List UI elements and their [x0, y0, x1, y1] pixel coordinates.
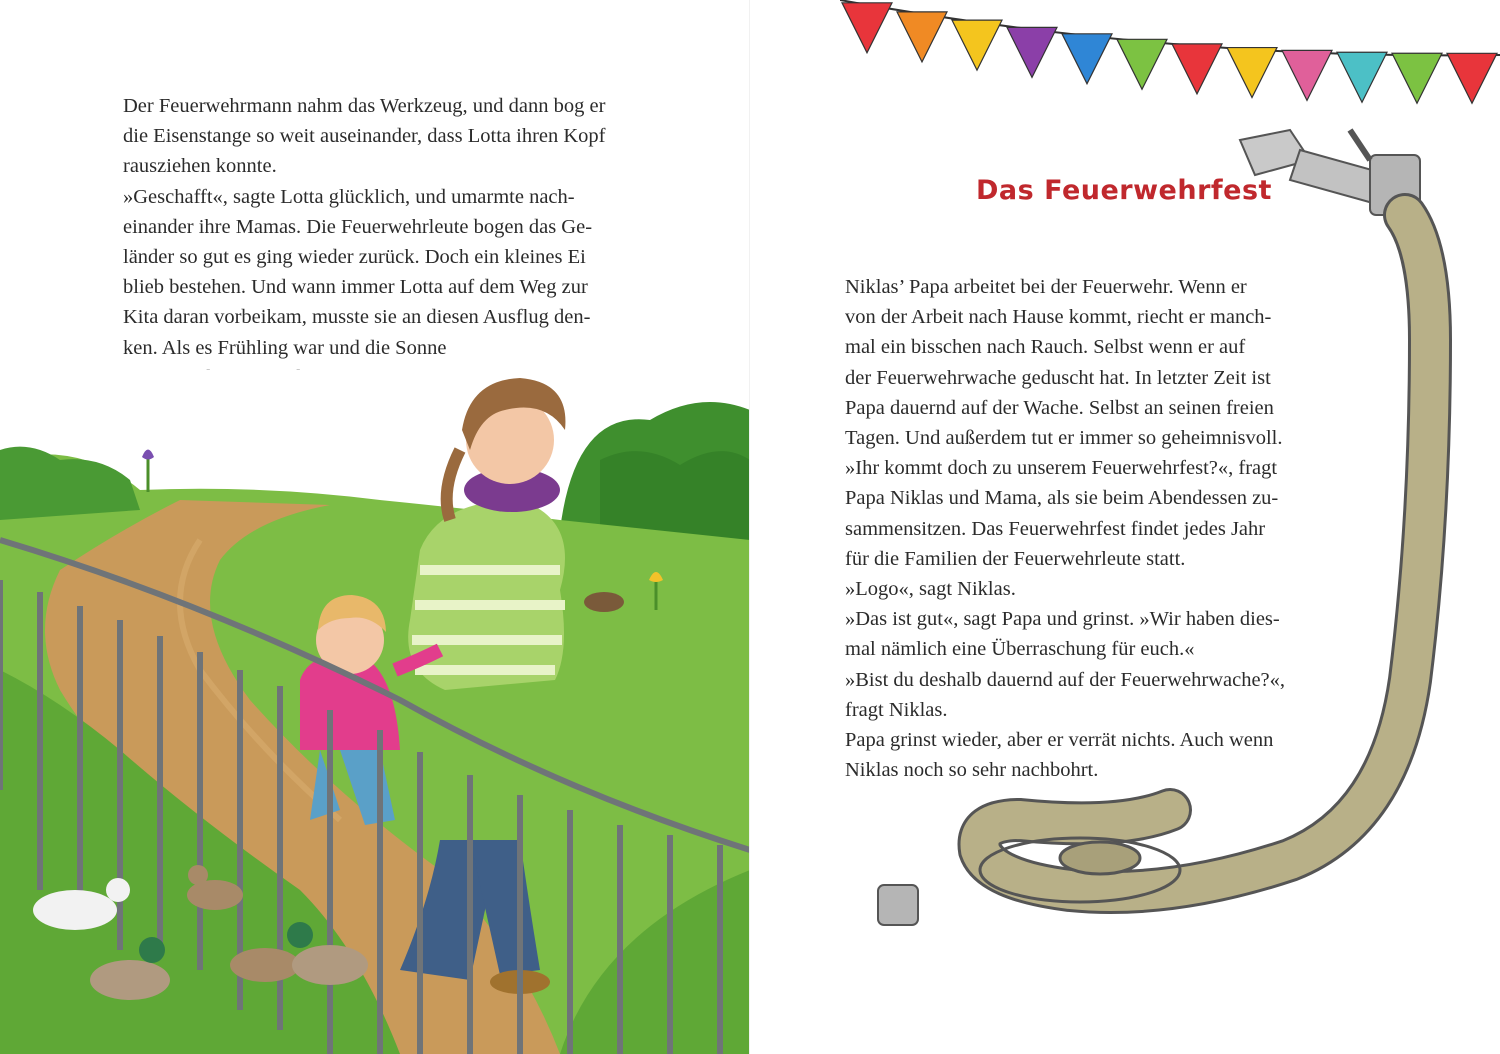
bunting-flag	[897, 12, 947, 62]
left-page-paragraph: Der Feuerwehrmann nahm das Werkzeug, und dann bog er die Eisenstange so weit auseinander, dass Lotta ihren Kopf rausziehen konnte. »Geschafft«, sagte Lotta glücklich, und umarmte nach- einander ihre Mamas. Die Feuerwehrleute bogen das Ge- länder so gut es ging wieder zurück. Doch ein kleines Ei blieb bestehen. Und wann immer Lotta auf dem Weg zur Kita daran vorbeikam, musste sie an diesen Ausflug den- ken. Als es Frühling war und die Sonne	[123, 95, 606, 359]
right-page	[750, 0, 1500, 1054]
bunting-flag	[842, 3, 892, 53]
bunting-flag	[1447, 53, 1497, 103]
bunting-flag	[1337, 52, 1387, 102]
bunting-flag	[1172, 44, 1222, 94]
bunting-flag	[1227, 48, 1277, 98]
bunting-garland	[840, 0, 1500, 110]
bunting-flag	[1392, 53, 1442, 103]
bunting-flag	[952, 20, 1002, 70]
bunting-flag	[1007, 27, 1057, 77]
hose-coupling	[878, 885, 918, 925]
bunting-flag	[1117, 39, 1167, 89]
chapter-title: Das Feuerwehrfest	[976, 175, 1272, 206]
right-page-paragraph: Niklas’ Papa arbeitet bei der Feuerwehr. Wenn er von der Arbeit nach Hause kommt, riecht er manch- mal ein bisschen nach Rauch. Selbst wenn er auf der Feuerwehrwache geduscht hat. In letzter Zeit ist Papa dauernd auf der Wache. Selbst an seinen freien Tagen. Und außerdem tut er immer so geheimnisvoll. »Ihr kommt doch zu unserem Feuerwehrfest?«, fragt Papa Niklas und Mama, als sie beim Abendessen zu- sammensitzen. Das Feuerwehrfest findet jedes Jahr für die Familien der Feuerwehrleute statt. »Logo«, sagt Niklas. »Das ist gut«, sagt Papa und grinst. »Wir haben dies- mal nämlich eine Überraschung für euch.« »Bist du deshalb dauernd auf der Feuerwehrwache?«, fragt Niklas. Papa grinst wieder, aber er verrät nichts. Auch wenn Niklas noch so sehr nachbohrt.	[845, 276, 1286, 782]
hedgehog	[584, 592, 624, 612]
park-illustration	[0, 370, 750, 1054]
fire-hose-illustration	[870, 120, 1470, 940]
bunting-flag	[1282, 50, 1332, 100]
bunting-flag	[1062, 34, 1112, 84]
